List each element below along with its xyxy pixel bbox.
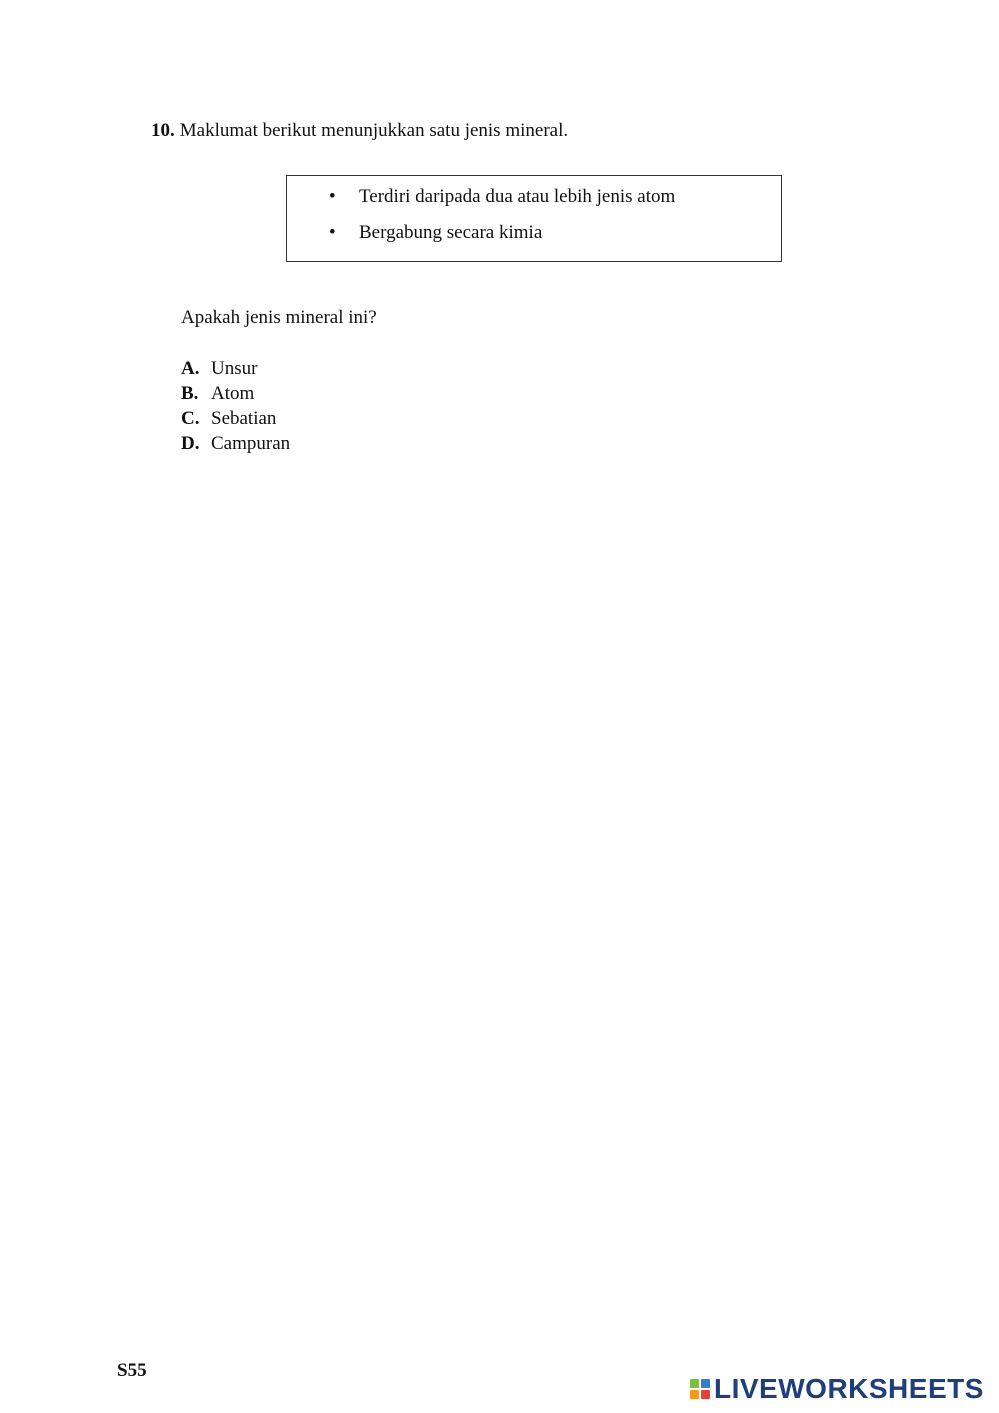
bullet-icon: •: [329, 186, 336, 207]
option-d[interactable]: [181, 431, 481, 456]
question-number: 10.: [151, 120, 175, 141]
option-text: Unsur: [211, 358, 258, 379]
question-prompt: Apakah jenis mineral ini?: [181, 307, 377, 328]
option-letter: B.: [181, 383, 199, 404]
option-text: Campuran: [211, 433, 291, 454]
bullet-icon: •: [329, 222, 336, 243]
option-letter: C.: [181, 408, 200, 429]
info-item-text: Bergabung secara kimia: [359, 222, 543, 243]
liveworksheets-logo-icon: [690, 1379, 710, 1399]
liveworksheets-brand: [690, 1373, 984, 1405]
option-c[interactable]: [181, 406, 481, 431]
option-text: Sebatian: [211, 408, 277, 429]
option-text: Atom: [211, 383, 255, 404]
question-line: [151, 119, 568, 143]
option-letter: D.: [181, 433, 200, 454]
option-a[interactable]: [181, 356, 481, 381]
page-code: S55: [117, 1360, 147, 1381]
option-letter: A.: [181, 358, 200, 379]
answer-options: [181, 356, 481, 456]
info-box: [286, 175, 782, 262]
question-text: Maklumat berikut menunjukkan satu jenis mineral.: [179, 120, 569, 141]
option-b[interactable]: [181, 381, 481, 406]
info-item-text: Terdiri daripada dua atau lebih jenis atom: [359, 186, 676, 207]
brand-name: LIVEWORKSHEETS: [714, 1373, 984, 1404]
